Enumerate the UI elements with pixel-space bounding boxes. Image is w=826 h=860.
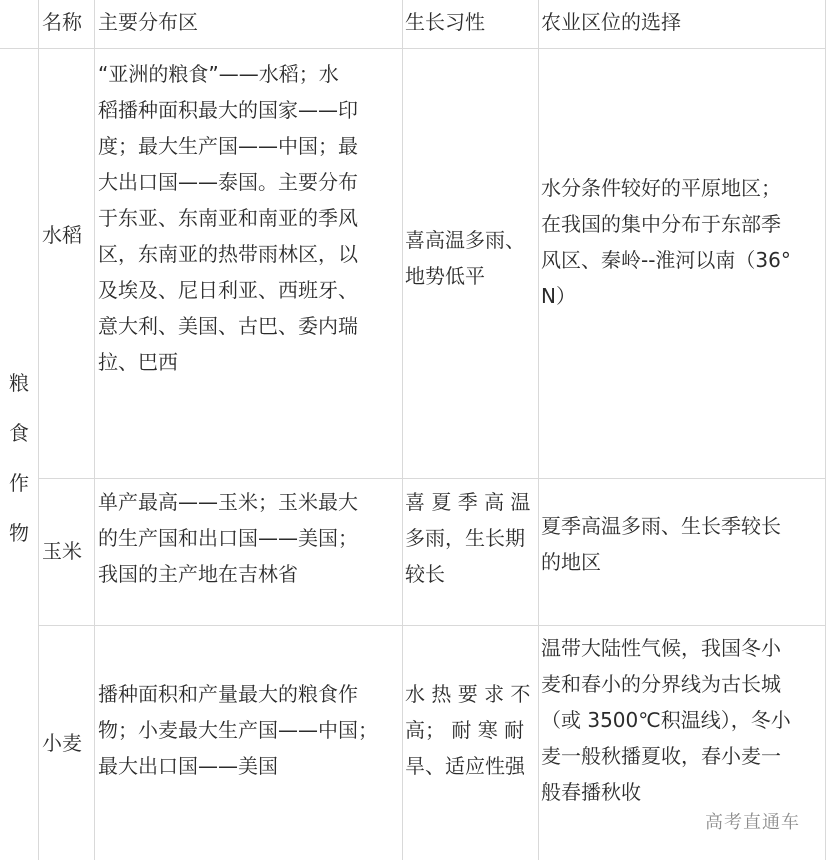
header-location: 农业区位的选择 xyxy=(541,10,681,34)
location-line: 麦一般秋播夏收，春小麦一 xyxy=(541,744,781,768)
habit-line: 地势低平 xyxy=(405,264,485,288)
location-line: 麦和春小的分界线为古长城 xyxy=(541,672,781,696)
region-line: 区，东南亚的热带雨林区，以 xyxy=(98,242,358,266)
crop-name: 小麦 xyxy=(42,731,82,755)
habit-line: 水 热 要 求 不 xyxy=(405,682,531,706)
region-line: 于东亚、东南亚和南亚的季风 xyxy=(98,206,358,230)
habit-line: 较长 xyxy=(405,562,445,586)
crop-name: 玉米 xyxy=(42,539,82,563)
habit-cell xyxy=(405,222,538,294)
habit-line: 多雨，生长期 xyxy=(405,526,525,550)
category-char: 作 xyxy=(9,471,29,495)
habit-cell xyxy=(405,484,538,592)
region-cell xyxy=(98,56,402,380)
header-name: 名称 xyxy=(42,10,82,34)
location-line: 温带大陆性气候，我国冬小 xyxy=(541,636,781,660)
grid-line xyxy=(538,0,539,860)
watermark-text: 高考直通车 xyxy=(705,812,800,833)
region-line: 度；最大生产国——中国；最 xyxy=(98,134,358,158)
region-line: “亚洲的粮食”——水稻；水 xyxy=(98,62,339,86)
location-cell xyxy=(541,508,825,580)
region-line: 大出口国——泰国。主要分布 xyxy=(98,170,358,194)
header-habit: 生长习性 xyxy=(405,10,485,34)
region-line: 稻播种面积最大的国家——印 xyxy=(98,98,358,122)
grid-line xyxy=(38,625,826,626)
crop-name: 水稻 xyxy=(42,223,82,247)
habit-line: 喜 夏 季 高 温 xyxy=(405,490,531,514)
region-line: 单产最高——玉米；玉米最大 xyxy=(98,490,358,514)
location-line: 风区、秦岭--淮河以南（36° xyxy=(541,248,791,272)
grid-line xyxy=(38,478,826,479)
region-line: 我国的主产地在吉林省 xyxy=(98,562,298,586)
region-line: 的生产国和出口国——美国； xyxy=(98,526,358,550)
region-line: 物；小麦最大生产国——中国； xyxy=(98,718,378,742)
location-line: 水分条件较好的平原地区； xyxy=(541,176,781,200)
grid-line xyxy=(402,0,403,860)
category-char: 物 xyxy=(9,521,29,545)
location-cell xyxy=(541,170,825,314)
category-label xyxy=(0,358,38,558)
region-cell xyxy=(98,484,402,592)
location-line: 在我国的集中分布于东部季 xyxy=(541,212,781,236)
habit-line: 旱、适应性强 xyxy=(405,754,525,778)
habit-cell xyxy=(405,676,538,784)
grid-line xyxy=(38,0,39,860)
location-line: N） xyxy=(541,284,576,308)
category-char: 食 xyxy=(9,421,29,445)
category-char: 粮 xyxy=(9,371,29,395)
region-line: 及埃及、尼日利亚、西班牙、 xyxy=(98,278,358,302)
region-cell xyxy=(98,676,402,784)
header-region: 主要分布区 xyxy=(98,10,198,34)
location-line: 般春播秋收 xyxy=(541,780,641,804)
grid-line xyxy=(94,0,95,860)
location-line: 的地区 xyxy=(541,550,601,574)
region-line: 拉、巴西 xyxy=(98,350,178,374)
habit-line: 高； 耐 寒 耐 xyxy=(405,718,525,742)
region-line: 意大利、美国、古巴、委内瑞 xyxy=(98,314,358,338)
location-line: （或 3500℃积温线），冬小 xyxy=(541,708,791,732)
region-line: 播种面积和产量最大的粮食作 xyxy=(98,682,358,706)
location-line: 夏季高温多雨、生长季较长 xyxy=(541,514,781,538)
location-cell xyxy=(541,630,825,810)
habit-line: 喜高温多雨、 xyxy=(405,228,525,252)
region-line: 最大出口国——美国 xyxy=(98,754,278,778)
grid-line xyxy=(0,48,826,49)
